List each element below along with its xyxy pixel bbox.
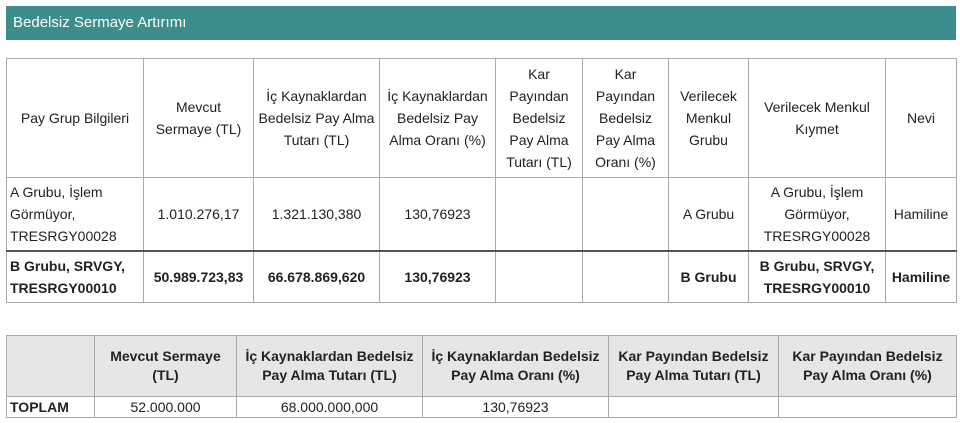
table-cell bbox=[496, 251, 583, 303]
table-cell bbox=[583, 178, 669, 252]
column-header: İç Kaynaklardan Bedelsiz Pay Alma Oranı (%) bbox=[380, 59, 496, 178]
table-cell: B Grubu, SRVGY, TRESRGY00010 bbox=[749, 251, 886, 303]
column-header: Pay Grup Bilgileri bbox=[7, 59, 144, 178]
table-cell: 130,76923 bbox=[423, 397, 609, 418]
table-cell bbox=[583, 251, 669, 303]
table-row bbox=[7, 251, 957, 303]
pay-grup-table bbox=[6, 58, 957, 303]
table-cell: Hamiline bbox=[886, 251, 957, 303]
table-cell: 130,76923 bbox=[380, 251, 496, 303]
table-cell: 68.000.000,000 bbox=[237, 397, 423, 418]
total-row bbox=[7, 397, 957, 418]
column-header: İç Kaynaklardan Bedelsiz Pay Alma Tutarı (TL) bbox=[237, 336, 423, 397]
table-header-row bbox=[7, 336, 957, 397]
table-cell: B Grubu bbox=[669, 251, 749, 303]
table-cell: Hamiline bbox=[886, 178, 957, 252]
column-header: Kar Payından Bedelsiz Pay Alma Oranı (%) bbox=[779, 336, 957, 397]
column-header: Verilecek Menkul Grubu bbox=[669, 59, 749, 178]
toplam-table bbox=[6, 335, 957, 418]
column-header: İç Kaynaklardan Bedelsiz Pay Alma Oranı (%) bbox=[423, 336, 609, 397]
table-cell: A Grubu, İşlem Görmüyor, TRESRGY00028 bbox=[7, 178, 144, 252]
table-cell: 1.321.130,380 bbox=[254, 178, 380, 252]
column-header: Mevcut Sermaye (TL) bbox=[144, 59, 254, 178]
column-header: Nevi bbox=[886, 59, 957, 178]
table-cell: A Grubu bbox=[669, 178, 749, 252]
table-cell: 66.678.869,620 bbox=[254, 251, 380, 303]
column-header: Mevcut Sermaye (TL) bbox=[95, 336, 237, 397]
column-header: Kar Payından Bedelsiz Pay Alma Tutarı (TL) bbox=[496, 59, 583, 178]
table-cell: 50.989.723,83 bbox=[144, 251, 254, 303]
table-header-row bbox=[7, 59, 957, 178]
page-title: Bedelsiz Sermaye Artırımı bbox=[6, 6, 956, 40]
column-header: İç Kaynaklardan Bedelsiz Pay Alma Tutarı (TL) bbox=[254, 59, 380, 178]
table-cell: B Grubu, SRVGY, TRESRGY00010 bbox=[7, 251, 144, 303]
total-label: TOPLAM bbox=[7, 397, 95, 418]
table-cell bbox=[779, 397, 957, 418]
table-cell: 130,76923 bbox=[380, 178, 496, 252]
table-cell bbox=[496, 178, 583, 252]
table-cell bbox=[609, 397, 779, 418]
column-header: Verilecek Menkul Kıymet bbox=[749, 59, 886, 178]
table-row bbox=[7, 178, 957, 252]
table-cell: 52.000.000 bbox=[95, 397, 237, 418]
table-cell: 1.010.276,17 bbox=[144, 178, 254, 252]
column-header: Kar Payından Bedelsiz Pay Alma Oranı (%) bbox=[583, 59, 669, 178]
column-header bbox=[7, 336, 95, 397]
column-header: Kar Payından Bedelsiz Pay Alma Tutarı (TL) bbox=[609, 336, 779, 397]
table-cell: A Grubu, İşlem Görmüyor, TRESRGY00028 bbox=[749, 178, 886, 252]
